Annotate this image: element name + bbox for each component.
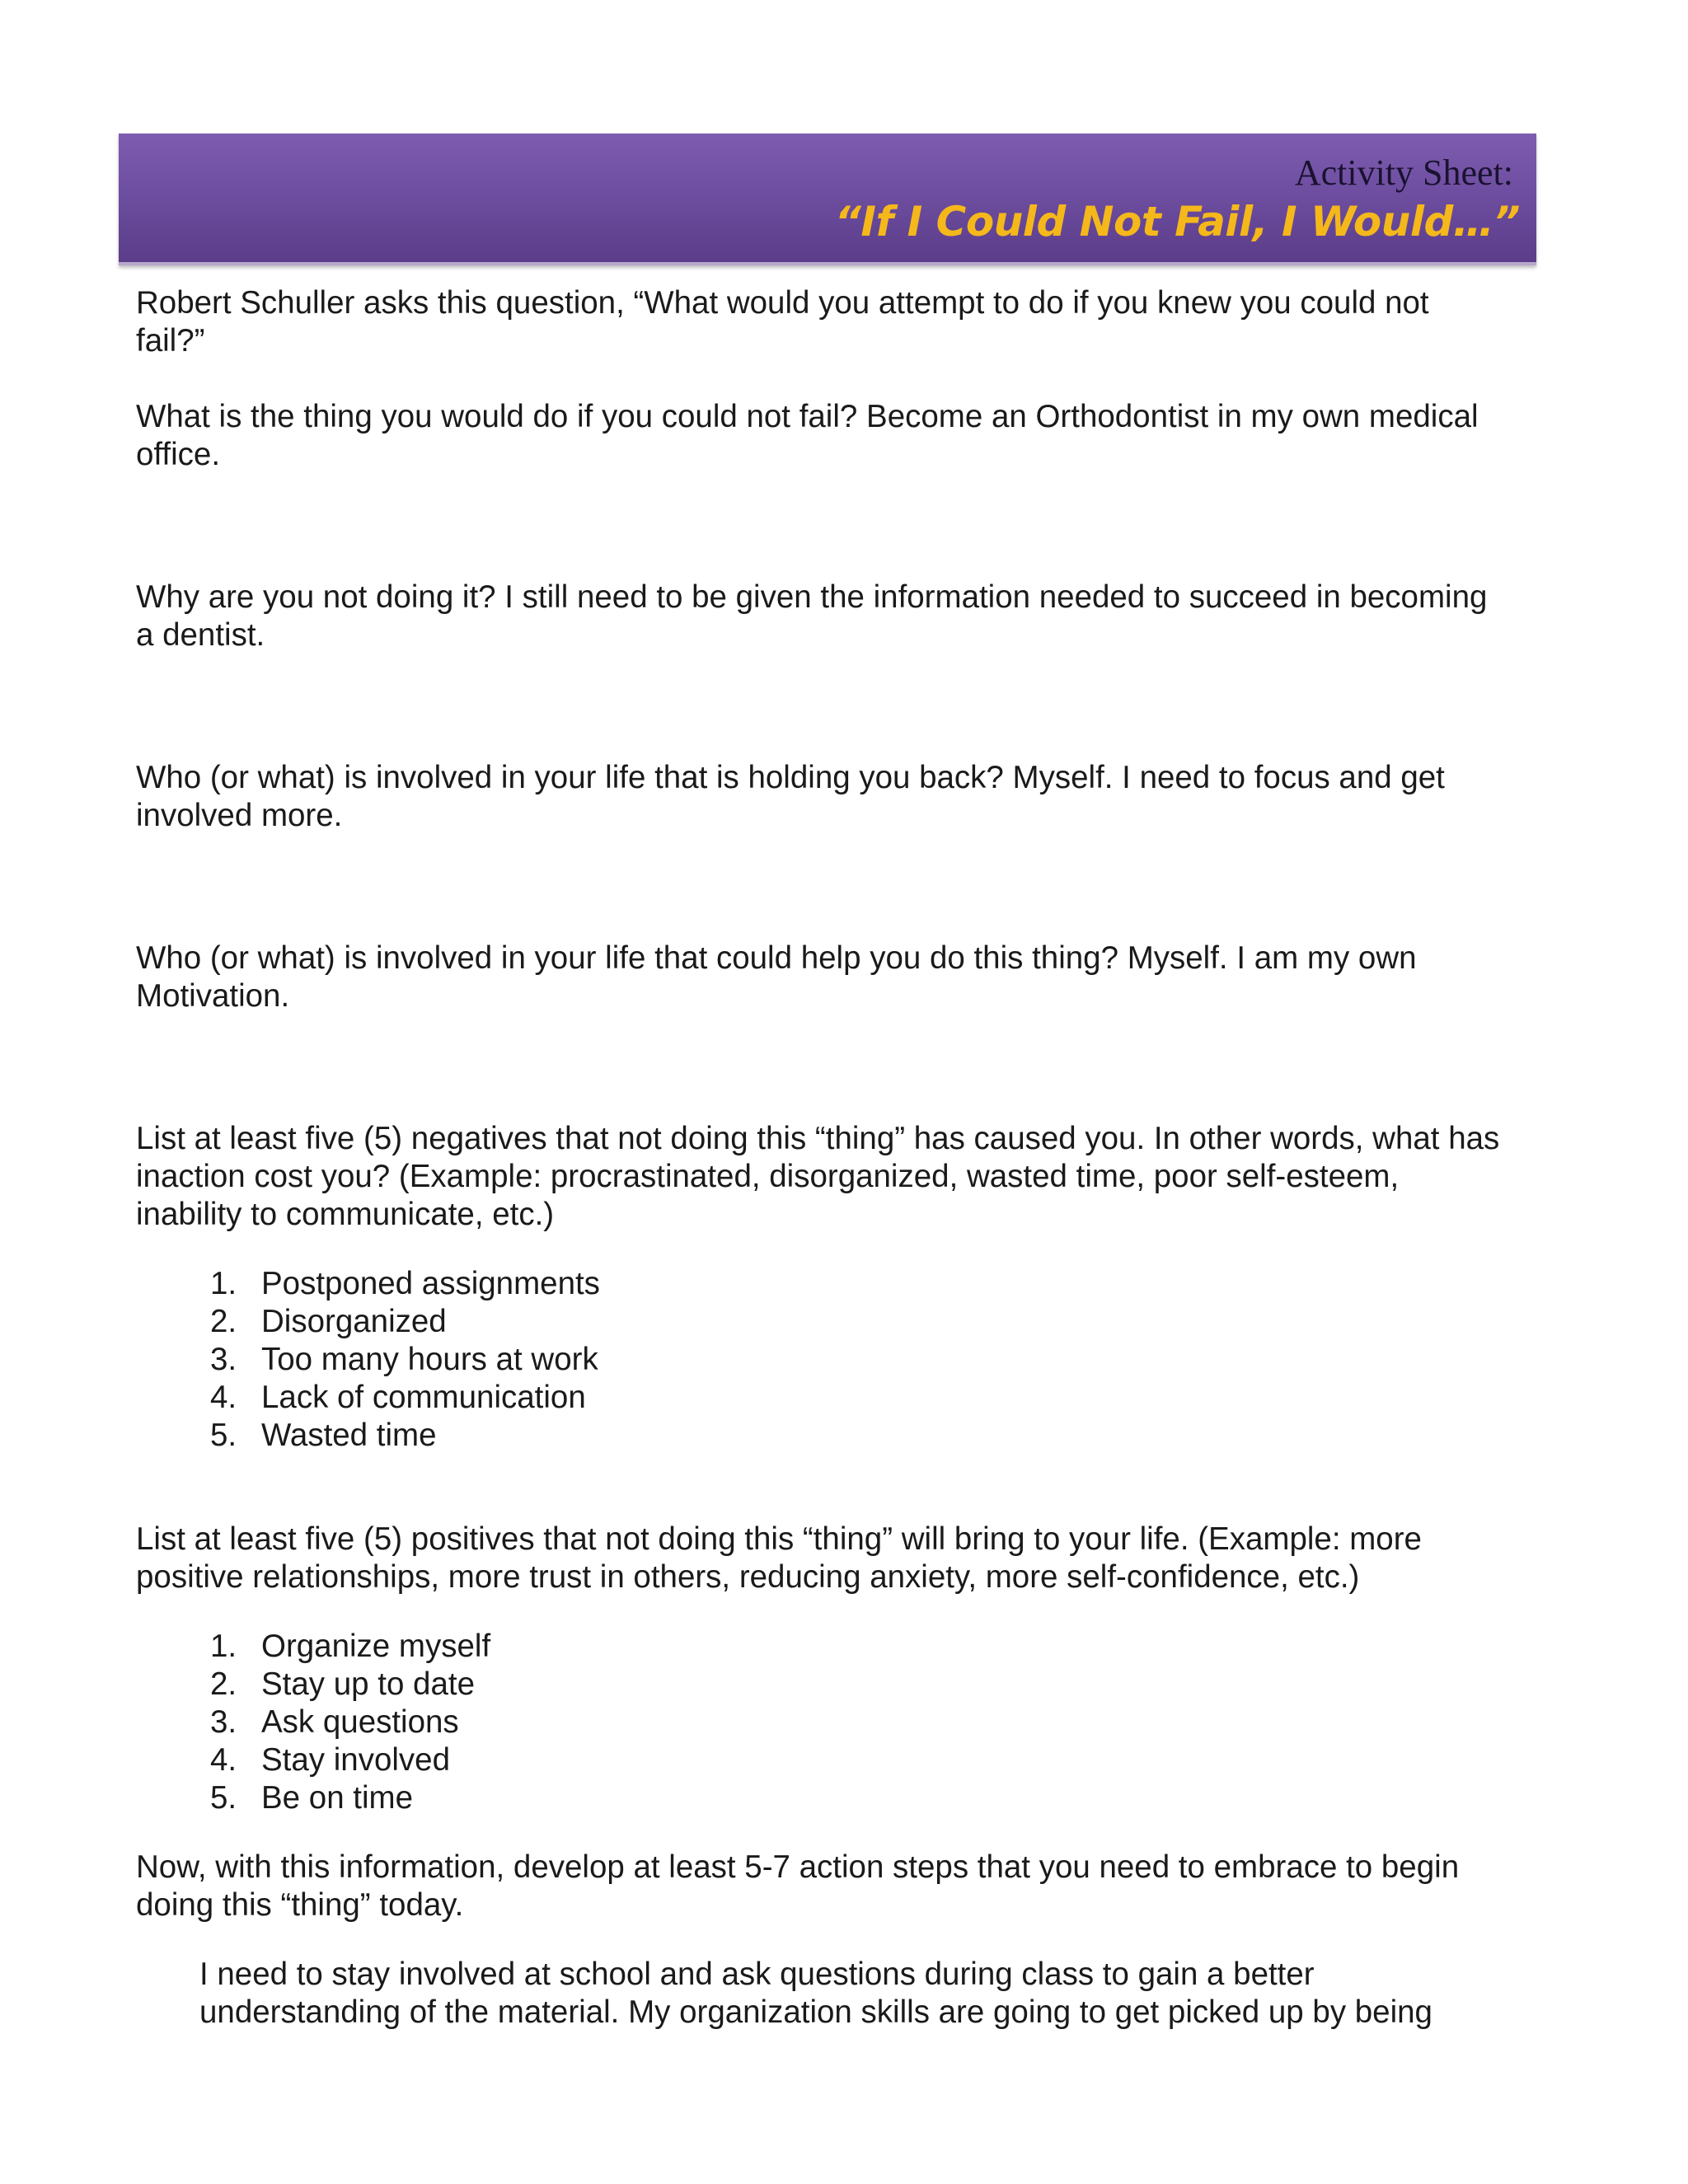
list-text: Stay up to date — [261, 1666, 475, 1702]
list-item — [136, 1628, 1504, 1666]
list-item — [136, 1265, 1504, 1303]
list-item — [136, 1704, 1504, 1741]
list-number: 1. — [210, 1266, 237, 1301]
list-item — [136, 1417, 1504, 1455]
list-number: 3. — [210, 1342, 237, 1377]
list-text: Lack of communication — [261, 1380, 586, 1415]
list-number: 5. — [210, 1780, 237, 1816]
list-number: 2. — [210, 1304, 237, 1339]
list-text: Postponed assignments — [261, 1266, 600, 1301]
list-number: 2. — [210, 1666, 237, 1702]
list-text: Wasted time — [261, 1418, 437, 1453]
negatives-prompt: List at least five (5) negatives that not doing this “thing” has caused you. In other words, what has inaction cost you? (Example: procrastinated, disorganized, wasted time, poor self-esteem, inability to communicate, etc.) — [136, 1121, 1500, 1232]
positives-prompt: List at least five (5) positives that not doing this “thing” will bring to your life. (Example: more positive relationships, more trust in others, reducing anxiety, more self-confidence, etc.) — [136, 1521, 1422, 1595]
list-number: 3. — [210, 1704, 237, 1740]
list-number: 5. — [210, 1418, 237, 1453]
list-text: Organize myself — [261, 1629, 491, 1664]
document-body — [136, 284, 1504, 2032]
page-title: “If I Could Not Fail, I Would…” — [834, 198, 1520, 246]
list-number: 4. — [210, 1742, 237, 1778]
intro-paragraph: Robert Schuller asks this question, “What would you attempt to do if you knew you could not fail?” — [136, 285, 1429, 359]
header-banner — [119, 134, 1536, 265]
list-text: Ask questions — [261, 1704, 459, 1740]
list-number: 4. — [210, 1380, 237, 1415]
positives-list — [136, 1628, 1504, 1817]
action-steps-prompt: Now, with this information, develop at least 5-7 action steps that you need to embrace to begin doing this “thing” today. — [136, 1849, 1460, 1923]
list-number: 1. — [210, 1629, 237, 1664]
list-item — [136, 1341, 1504, 1379]
question-1: What is the thing you would do if you could not fail? Become an Orthodontist in my own medical office. — [136, 399, 1479, 472]
activity-sheet-label: Activity Sheet: — [1294, 152, 1513, 193]
list-item — [136, 1379, 1504, 1417]
list-text: Stay involved — [261, 1742, 450, 1778]
question-4: Who (or what) is involved in your life that could help you do this thing? Myself. I am my own Motivation. — [136, 940, 1417, 1014]
question-2: Why are you not doing it? I still need to be given the information needed to succeed in becoming a dentist. — [136, 579, 1488, 653]
list-item — [136, 1779, 1504, 1817]
list-item — [136, 1666, 1504, 1704]
list-text: Disorganized — [261, 1304, 447, 1339]
action-steps-answer: I need to stay involved at school and ask questions during class to gain a better understanding of the material. My organization skills are going to get picked up by being — [199, 1957, 1432, 2030]
list-item — [136, 1741, 1504, 1779]
list-text: Be on time — [261, 1780, 414, 1816]
list-text: Too many hours at work — [261, 1342, 598, 1377]
negatives-list — [136, 1265, 1504, 1455]
question-3: Who (or what) is involved in your life that is holding you back? Myself. I need to focus and get involved more. — [136, 760, 1445, 833]
list-item — [136, 1303, 1504, 1341]
